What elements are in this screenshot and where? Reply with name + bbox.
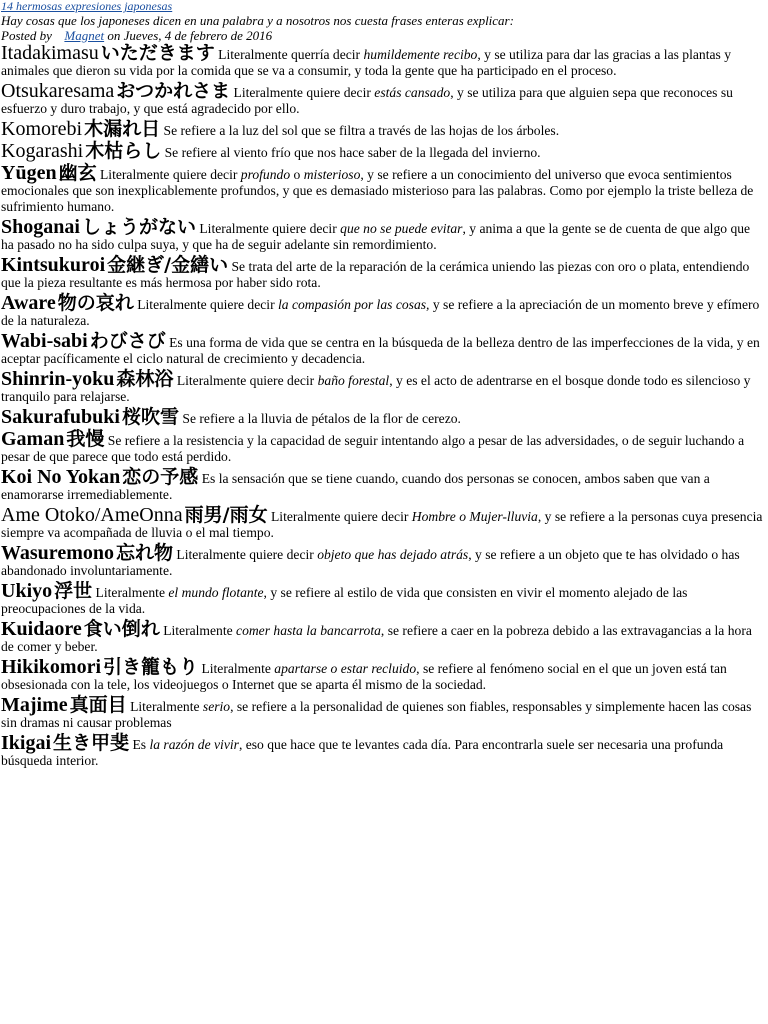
description-text: , y anima a que la gente se de cuenta de que algo que ha pasado no ha sido culpa suya, y que ha de seguir adelante sin remordimiento. [1,221,751,252]
expression-term: Koi No Yokan [1,466,121,488]
posted-date: on Jueves, 4 de febrero de 2016 [107,28,273,43]
description-text: Es una forma de vida que se centra en la búsqueda de la belleza dentro de las imperfecciones de la vida, y en aceptar pacíficamente el ciclo natural de crecimiento y decadencia. [1,335,760,366]
expression-japanese: 浮世 [54,580,93,602]
description-text: , se refiere al fenómeno social en el que un joven está tan obsesionada con la tele, los videojuegos o Internet que se aparta él mismo de la sociedad. [1,661,727,692]
expression-term: Itadakimasu [1,42,99,64]
expression-entry [1,695,766,731]
description-text: Literalmente [201,661,275,676]
expression-entry [1,119,766,139]
description-text: Literalmente quiere decir [176,373,318,388]
expression-japanese: 幽玄 [58,162,97,184]
expression-entry [1,505,766,541]
expression-entry [1,293,766,329]
expression-japanese: 森林浴 [116,368,174,390]
expression-japanese: いただきます [100,42,215,64]
expression-term: Komorebi [1,118,83,140]
description-text: Se refiere al viento frío que nos hace saber de la llegada del invierno. [164,145,541,160]
expression-japanese: 引き籠もり [103,656,199,678]
expression-term: Yūgen [1,162,57,184]
expression-entry [1,141,766,161]
expression-term: Sakurafubuki [1,406,120,428]
expression-description [160,123,559,138]
description-text: , y se refiere a la personas cuya presencia siempre va acompañada de lluvia o el mal tiempo. [1,509,763,540]
description-text: Literalmente [163,623,237,638]
description-text: Literalmente [130,699,203,714]
expression-japanese: 物の哀れ [57,292,134,314]
description-text: , y se refiere a un objeto que te has olvidado o has abandonado involuntariamente. [1,547,740,578]
expression-entry [1,331,766,367]
description-italic-text: humildemente recibo [363,47,478,62]
description-text: Literalmente quiere decir [137,297,278,312]
expression-japanese: 我慢 [66,428,105,450]
expression-japanese: 木枯らし [85,140,162,162]
expression-term: Ukiyo [1,580,53,602]
expression-term: Kogarashi [1,140,84,162]
expression-japanese: 金継ぎ/金繕い [107,254,229,276]
expression-description [1,167,753,214]
description-text: Literalmente quiere decir [233,85,375,100]
expression-description [1,585,687,616]
expression-term: Ame Otoko/AmeOnna [1,504,183,526]
description-text: , y se refiere a un conocimiento del universo que evoca sentimientos emocionales que son inexplicablemente profundos, y que es demasiado misterioso para las palabras. Como por ejemplo la triste belleza de sufrimiento humano. [1,167,754,214]
expression-term: Shinrin-yoku [1,368,115,390]
expression-term: Gaman [1,428,65,450]
description-text: Literalmente querría decir [218,47,364,62]
description-text: Literalmente quiere decir [176,547,318,562]
description-text: , y se utiliza para que alguien sepa que reconoces su esfuerzo y duro trabajo, y que está agradecido por ello. [1,85,733,116]
description-italic-text: el mundo flotante [168,585,264,600]
expression-japanese: わびさび [89,330,166,352]
expression-entry [1,43,766,79]
expression-japanese: 生き甲斐 [53,732,130,754]
expression-entry [1,217,766,253]
expression-entry [1,163,766,215]
expression-entry [1,429,766,465]
description-italic-text: misterioso [303,167,361,182]
description-text: , y se refiere al estilo de vida que consisten en vivir el momento alejado de las preocupaciones de la vida. [1,585,688,616]
description-italic-text: que no se puede evitar [340,221,463,236]
description-text: Se refiere a la resistencia y la capacidad de seguir intentando algo a pesar de las adversidades, o de seguir luchando a pesar de que parece que todo está perdido. [1,433,745,464]
expression-japanese: 桜吹雪 [121,406,179,428]
description-italic-text: baño forestal [317,373,390,388]
author-link[interactable]: Magnet [64,28,105,43]
expression-japanese: 忘れ物 [115,542,173,564]
description-italic-text: comer hasta la bancarrota [236,623,381,638]
expression-entry [1,407,766,427]
expression-description [1,433,744,464]
description-text: , se refiere a la personalidad de quienes son fiables, responsables y simplemente hacen las cosas sin dramas ni causar problemas [1,699,752,730]
expression-entry [1,255,766,291]
expression-entry [1,657,766,693]
description-text: Se refiere a la lluvia de pétalos de la flor de cerezo. [182,411,461,426]
description-text: , y se utiliza para dar las gracias a las plantas y animales que dieron su vida por la comida que se va a consumir, y toda la gente que ha participado en el proceso. [1,47,731,78]
expression-japanese: しょうがない [81,216,196,238]
description-italic-text: profundo [240,167,291,182]
description-text: , eso que hace que te levantes cada día. Para encontrarla suele ser necesaria una profunda búsqueda interior. [1,737,724,768]
description-text: Se trata del arte de la reparación de la cerámica uniendo las piezas con oro o plata, entendiendo que la pieza resultante es más hermosa por haber sido rota. [1,259,750,290]
description-italic-text: apartarse o estar recluido [274,661,417,676]
expression-japanese: 雨男/雨女 [184,504,268,526]
expression-japanese: 恋の予感 [122,466,199,488]
expressions-list [1,43,766,769]
expression-term: Otsukaresama [1,80,115,102]
expression-entry [1,543,766,579]
description-text: Literalmente [95,585,169,600]
expression-term: Wabi-sabi [1,330,88,352]
expression-term: Kintsukuroi [1,254,106,276]
expression-description [161,145,540,160]
description-italic-text: estás cansado [374,85,451,100]
expression-japanese: 木漏れ日 [84,118,161,140]
article-subtitle: Hay cosas que los japoneses dicen en una palabra y a nosotros nos cuesta frases enteras explicar: [1,13,514,28]
description-text: o [290,167,304,182]
description-italic-text: objeto que has dejado atrás [317,547,469,562]
expression-entry [1,81,766,117]
description-text: Literalmente quiere decir [199,221,341,236]
expression-entry [1,369,766,405]
description-text: Literalmente quiere decir [100,167,241,182]
description-text: , y es el acto de adentrarse en el bosque donde todo es silencioso y tranquilo para relajarse. [1,373,751,404]
expression-term: Shoganai [1,216,80,238]
description-text: Se refiere a la luz del sol que se filtra a través de las hojas de los árboles. [163,123,560,138]
expression-japanese: おつかれさま [116,80,231,102]
article-title-link[interactable]: 14 hermosas expresiones japonesas [1,0,173,13]
description-italic-text: Hombre o Mujer-lluvia [411,509,538,524]
description-italic-text: serio [202,699,231,714]
expression-term: Wasuremono [1,542,114,564]
expression-entry [1,619,766,655]
expression-description [179,411,461,426]
expression-entry [1,733,766,769]
expression-japanese: 食い倒れ [83,618,160,640]
expression-term: Majime [1,694,68,716]
expression-term: Hikikomori [1,656,102,678]
expression-japanese: 真面目 [69,694,127,716]
expression-term: Ikigai [1,732,52,754]
description-text: Es la sensación que se tiene cuando, cuando dos personas se conocen, ambos saben que van a enamorarse irremediablemente. [1,471,710,502]
description-italic-text: la compasión por las cosas, [278,297,430,312]
posted-prefix: Posted by [1,28,52,43]
description-text: , se refiere a caer en la pobreza debido a las extravagancias a la hora de comer y beber. [1,623,752,654]
posted-by-line [1,28,766,43]
expression-term: Kuidaore [1,618,82,640]
description-text: Es [132,737,150,752]
expression-entry [1,581,766,617]
expression-term: Aware [1,292,56,314]
description-text: y se refiere a la apreciación de un momento breve y efímero de la naturaleza. [1,297,760,328]
description-italic-text: la razón de vivir [149,737,239,752]
description-text: Literalmente quiere decir [271,509,412,524]
expression-entry [1,467,766,503]
